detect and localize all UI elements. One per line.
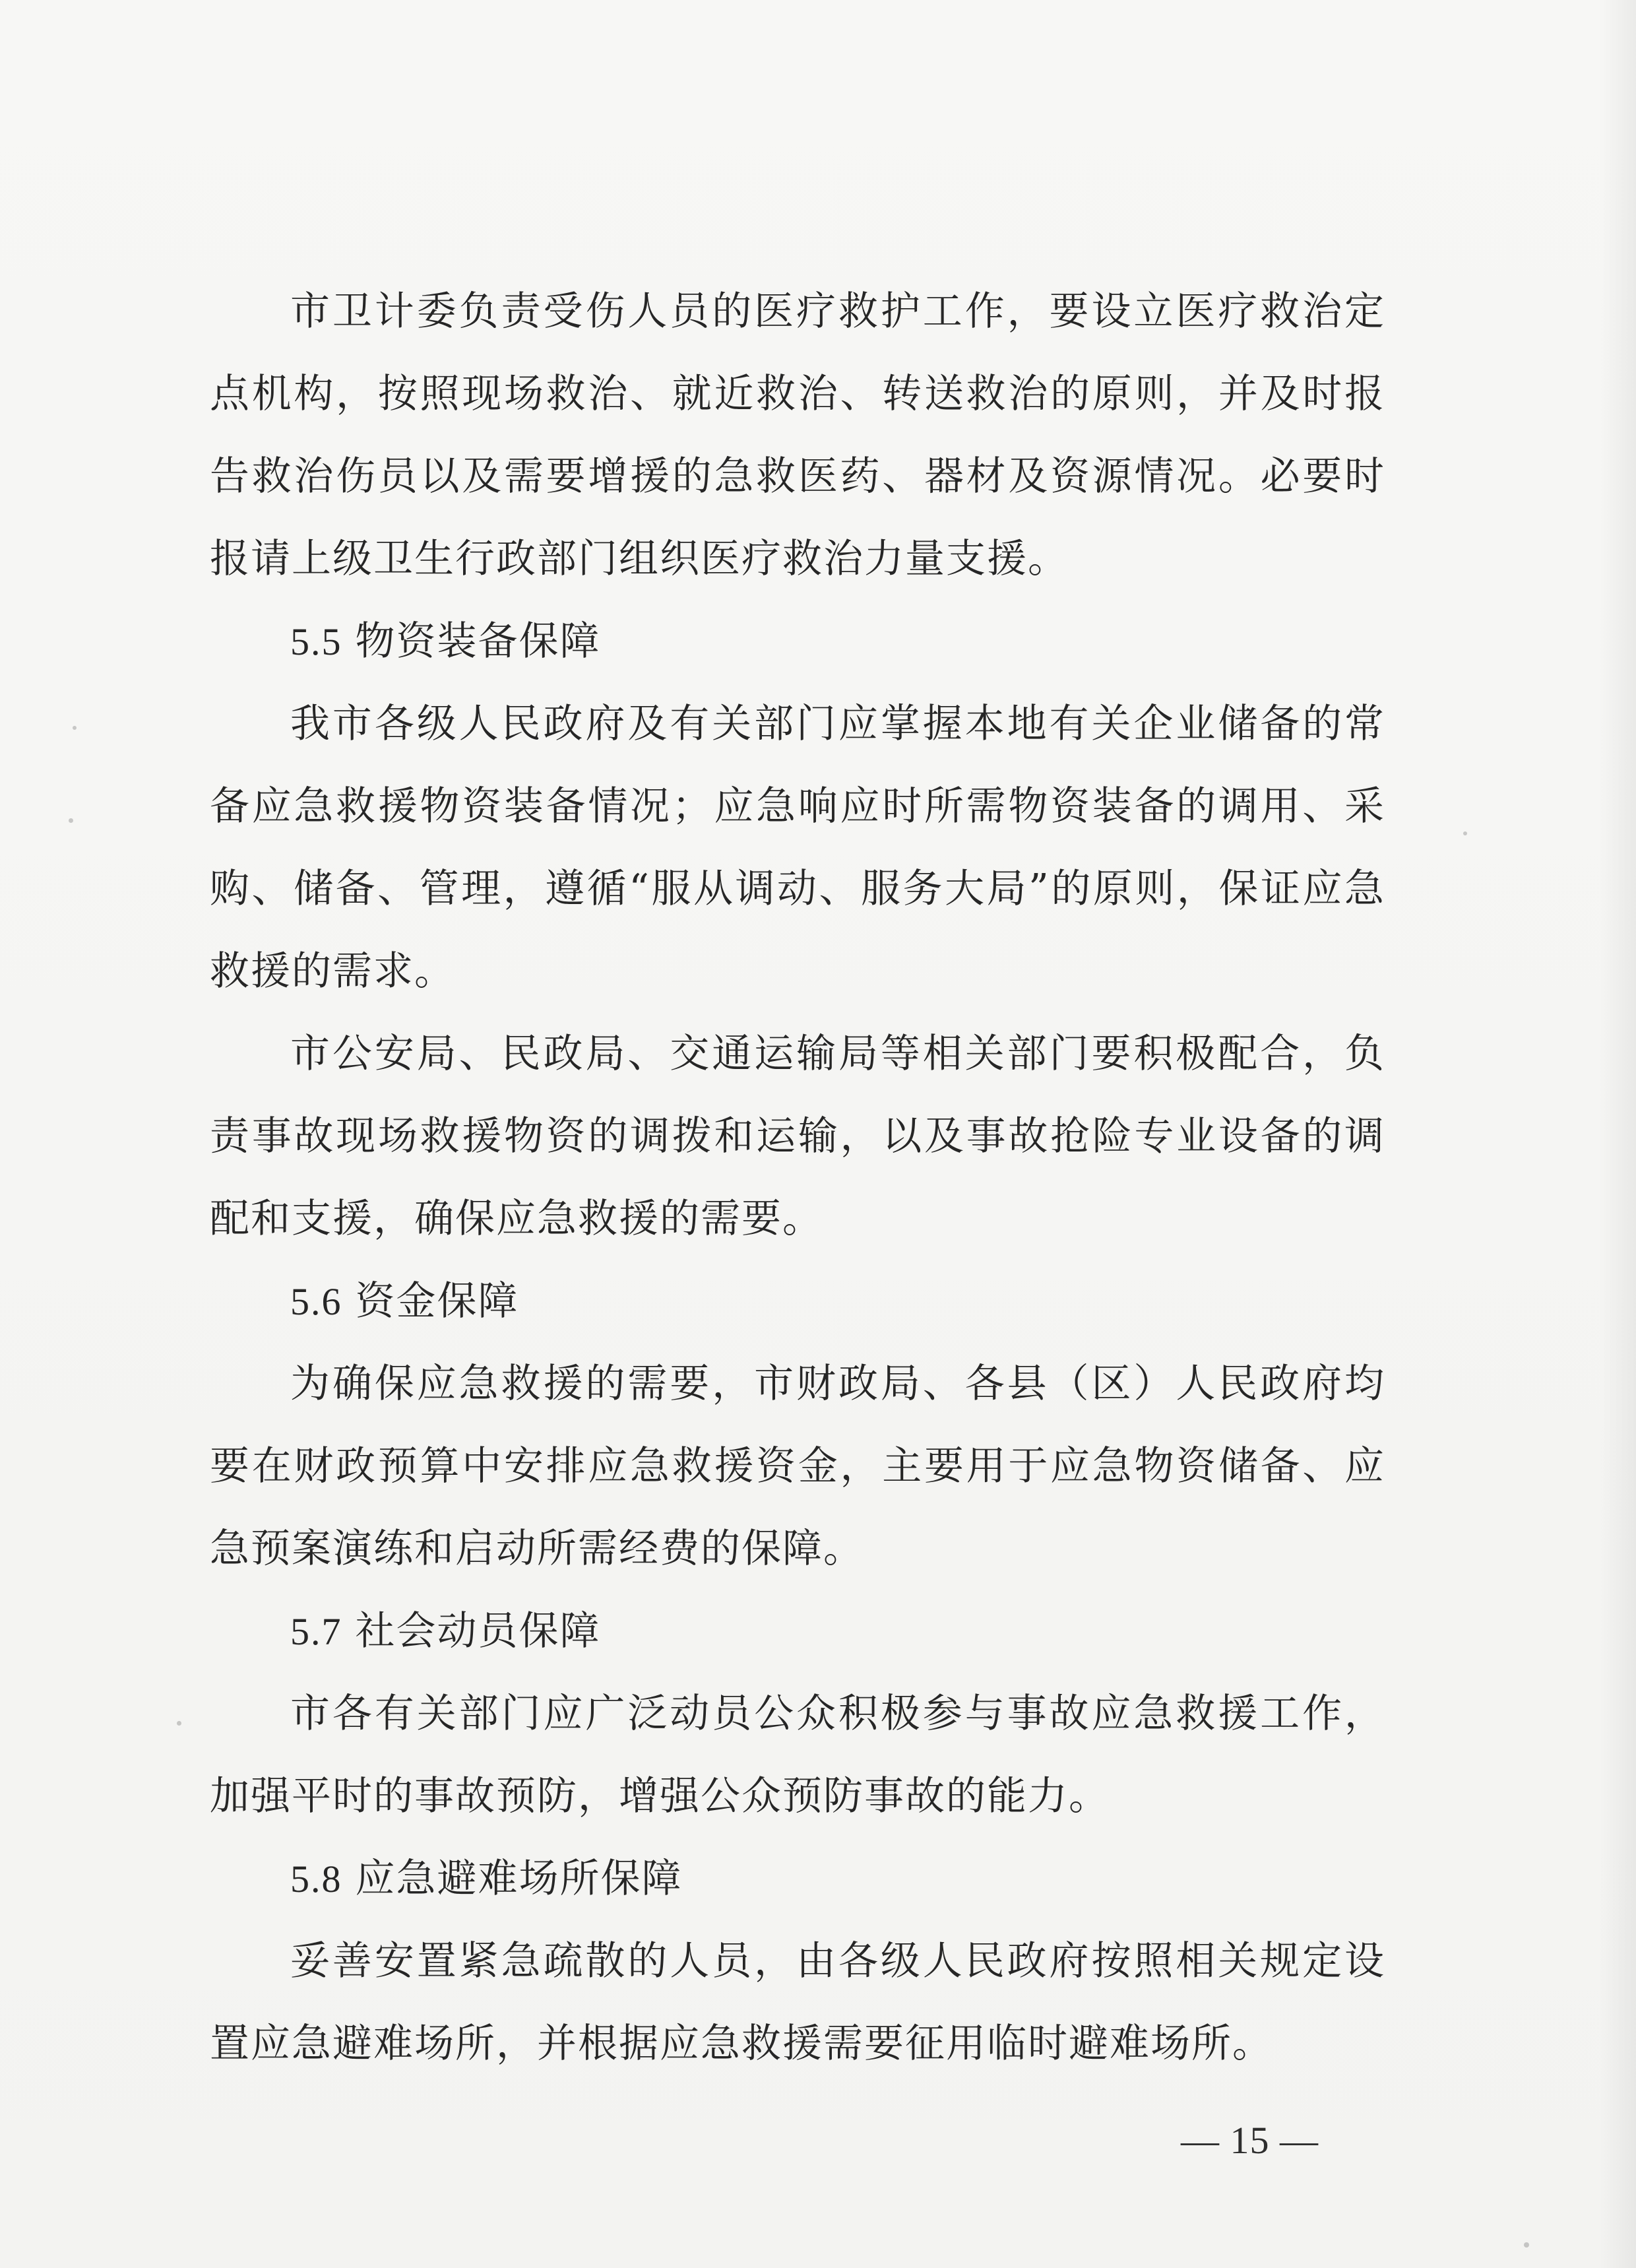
section-number: 5.5 (290, 620, 342, 663)
section-heading-5-6 (210, 1260, 1385, 1343)
paragraph-social-mobilization: 市各有关部门应广泛动员公众积极参与事故应急救援工作，加强平时的事故预防，增强公众预防事故的能力。 (210, 1691, 1385, 1819)
scan-speck (69, 818, 73, 823)
section-number: 5.6 (290, 1280, 342, 1323)
document-body (210, 271, 1385, 2085)
paragraph-medical-rescue: 市卫计委负责受伤人员的医疗救护工作，要设立医疗救治定点机构，按照现场救治、就近救治、转送救治的原则，并及时报告救治伤员以及需要增援的急救医药、器材及资源情况。必要时报请上级卫生行政部门组织医疗救治力量支援。 (210, 288, 1385, 582)
scan-speck (177, 1721, 181, 1726)
section-heading-5-8 (210, 1838, 1385, 1920)
paragraph-departments-cooperation: 市公安局、民政局、交通运输局等相关部门要积极配合，负责事故现场救援物资的调拨和运输，以及事故抢险专业设备的调配和支援，确保应急救援的需要。 (210, 1031, 1385, 1242)
section-heading-5-5 (210, 600, 1385, 683)
paragraph-materials-equipment: 我市各级人民政府及有关部门应掌握本地有关企业储备的常备应急救援物资装备情况；应急响应时所需物资装备的调用、采购、储备、管理，遵循“服从调动、服务大局”的原则，保证应急救援的需求。 (210, 701, 1385, 994)
section-title: 应急避难场所保障 (355, 1856, 683, 1902)
paragraph-funding: 为确保应急救援的需要，市财政局、各县（区）人民政府均要在财政预算中安排应急救援资金，主要用于应急物资储备、应急预案演练和启动所需经费的保障。 (210, 1361, 1385, 1572)
section-number: 5.7 (290, 1610, 342, 1653)
scan-speck (1524, 2242, 1529, 2248)
scan-speck (73, 726, 77, 730)
page-number: — 15 — (1181, 2119, 1319, 2162)
paragraph-shelter: 妥善安置紧急疏散的人员，由各级人民政府按照相关规定设置应急避难场所，并根据应急救援需要征用临时避难场所。 (210, 1938, 1385, 2067)
section-heading-5-7 (210, 1590, 1385, 1673)
scan-speck (1463, 831, 1467, 835)
section-title: 物资装备保障 (355, 618, 601, 664)
section-title: 资金保障 (355, 1278, 519, 1324)
page-edge-shadow (1599, 0, 1636, 2268)
section-title: 社会动员保障 (355, 1608, 601, 1654)
section-number: 5.8 (290, 1858, 342, 1900)
